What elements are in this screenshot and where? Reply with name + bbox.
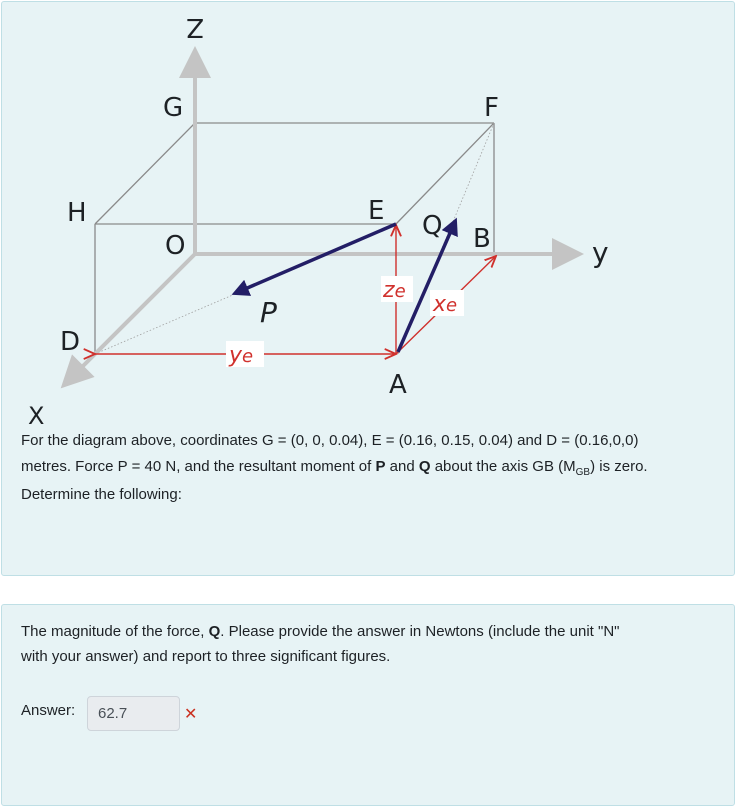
answer-input[interactable]: [87, 696, 180, 731]
label-z: Z: [186, 12, 204, 42]
label-E: E: [368, 196, 385, 226]
prompt-line2: with your answer) and report to three significant figures.: [21, 648, 391, 665]
incorrect-icon: ✕: [184, 706, 198, 723]
label-ye-main: y: [229, 343, 243, 368]
prompt-part2: . Please provide the answer in Newtons (include the unit "N": [220, 623, 620, 640]
label-D: D: [60, 327, 81, 357]
determine-text: Determine the following:: [21, 486, 182, 503]
label-O: O: [165, 231, 186, 261]
label-B: B: [473, 224, 491, 254]
label-Q: Q: [422, 211, 443, 241]
label-y-axis: y: [592, 236, 609, 269]
label-ze-sub: e: [394, 281, 406, 302]
statement-line2c: about the axis GB (M: [430, 458, 576, 475]
statement-line2a: metres. Force P = 40 N, and the resultant moment of: [21, 458, 376, 475]
label-A: A: [389, 370, 407, 400]
label-H: H: [67, 198, 87, 228]
bold-P: P: [375, 458, 386, 475]
label-xe: [432, 292, 457, 317]
answer-label: Answer:: [21, 702, 76, 719]
label-ye-sub: e: [242, 346, 254, 367]
x-axis: [72, 254, 195, 377]
label-ze: [382, 278, 406, 303]
question-prompt: [21, 619, 711, 669]
statement-line2d: ) is zero.: [590, 458, 648, 475]
label-ye: [228, 343, 253, 368]
label-ze-main: z: [383, 278, 395, 303]
label-G: G: [163, 93, 184, 123]
label-xe-main: x: [433, 292, 447, 317]
force-P: [238, 224, 396, 292]
bold-Q: Q: [418, 458, 431, 475]
label-x-axis: X: [28, 402, 45, 430]
label-P: P: [260, 296, 277, 329]
prompt-part1: The magnitude of the force,: [21, 623, 209, 640]
label-xe-sub: e: [446, 295, 458, 316]
prompt-bold-Q: Q: [208, 623, 221, 640]
label-F: F: [484, 93, 499, 123]
question-statement: [21, 428, 721, 486]
statement-line1: For the diagram above, coordinates G = (0, 0, 0.04), E = (0.16, 0.15, 0.04) and D = (0.16,0,0): [21, 432, 639, 449]
statement-line2b: and: [385, 458, 419, 475]
dimension-lines: [95, 225, 496, 354]
subscript-GB: GB: [575, 467, 591, 478]
